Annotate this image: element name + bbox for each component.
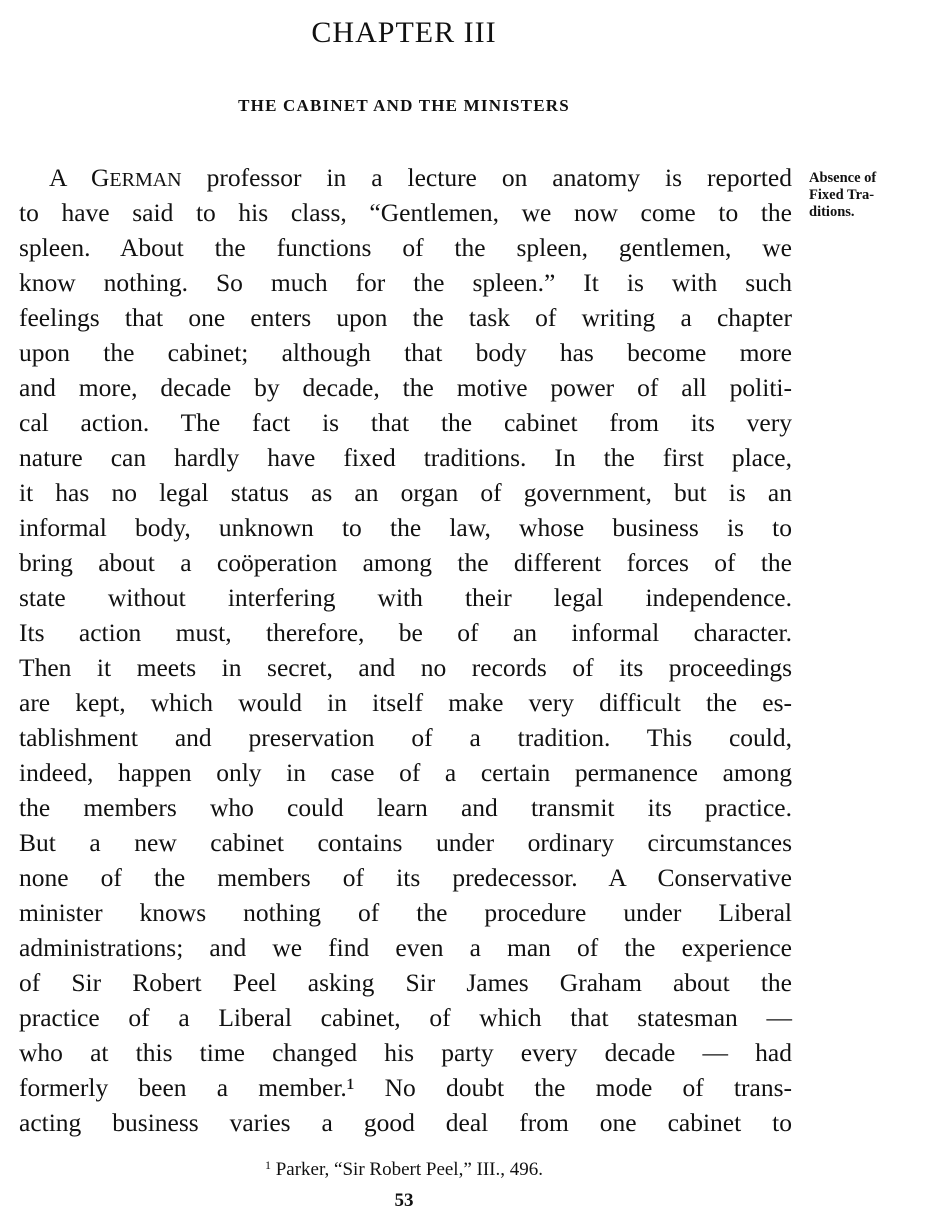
body-line: none of the members of its predecessor. A Conservative (19, 863, 792, 892)
drop-word-initial: A G (49, 163, 110, 192)
body-line: nature can hardly have fixed traditions. In the first place, (19, 443, 792, 472)
body-line: Then it meets in secret, and no records of its proceedings (19, 653, 792, 682)
body-line: informal body, unknown to the law, whose business is to (19, 513, 792, 542)
chapter-title: CHAPTER III (311, 16, 497, 49)
body-line: and more, decade by decade, the motive power of all politi- (19, 373, 792, 402)
body-line: But a new cabinet contains under ordinary circumstances (19, 828, 792, 857)
body-line: the members who could learn and transmit its practice. (19, 793, 792, 822)
body-line: who at this time changed his party every decade — had (19, 1038, 792, 1067)
body-line: practice of a Liberal cabinet, of which that statesman — (19, 1003, 792, 1032)
body-line: administrations; and we find even a man of the experience (19, 933, 792, 962)
body-line: Its action must, therefore, be of an informal character. (19, 618, 792, 647)
body-text (19, 160, 792, 1140)
body-line: bring about a coöperation among the different forces of the (19, 548, 792, 577)
body-line-1-rest: professor in a lecture on anatomy is reported (181, 163, 792, 192)
margin-note (809, 170, 929, 221)
margin-note-line: Fixed Tra- (809, 187, 875, 203)
body-line: state without interfering with their legal independence. (19, 583, 792, 612)
page-number: 53 (394, 1190, 414, 1211)
footnote (0, 1158, 808, 1181)
body-line: minister knows nothing of the procedure under Liberal (19, 898, 792, 927)
body-line: cal action. The fact is that the cabinet from its very (19, 408, 792, 437)
body-line: spleen. About the functions of the spleen, gentlemen, we (19, 233, 792, 262)
body-line: are kept, which would in itself make very difficult the es- (19, 688, 792, 717)
body-line: feelings that one enters upon the task of writing a chapter (19, 303, 792, 332)
body-line-1 (19, 160, 792, 195)
body-line: upon the cabinet; although that body has become more (19, 338, 792, 367)
margin-note-line: ditions. (809, 204, 855, 220)
body-line: acting business varies a good deal from one cabinet to (19, 1108, 792, 1137)
body-line: of Sir Robert Peel asking Sir James Graham about the (19, 968, 792, 997)
footnote-text: Parker, “Sir Robert Peel,” III., 496. (270, 1159, 544, 1180)
body-line: tablishment and preservation of a tradition. This could, (19, 723, 792, 752)
body-line: indeed, happen only in case of a certain permanence among (19, 758, 792, 787)
body-line: formerly been a member.¹ No doubt the mode of trans- (19, 1073, 792, 1102)
body-line: it has no legal status as an organ of government, but is an (19, 478, 792, 507)
margin-note-line: Absence of (809, 170, 877, 186)
chapter-subtitle: THE CABINET AND THE MINISTERS (238, 96, 570, 115)
drop-word-smallcaps: ERMAN (109, 169, 182, 191)
body-line: know nothing. So much for the spleen.” It is with such (19, 268, 792, 297)
footnote-marker: 1 (264, 1158, 271, 1172)
body-line: to have said to his class, “Gentlemen, we now come to the (19, 198, 792, 227)
